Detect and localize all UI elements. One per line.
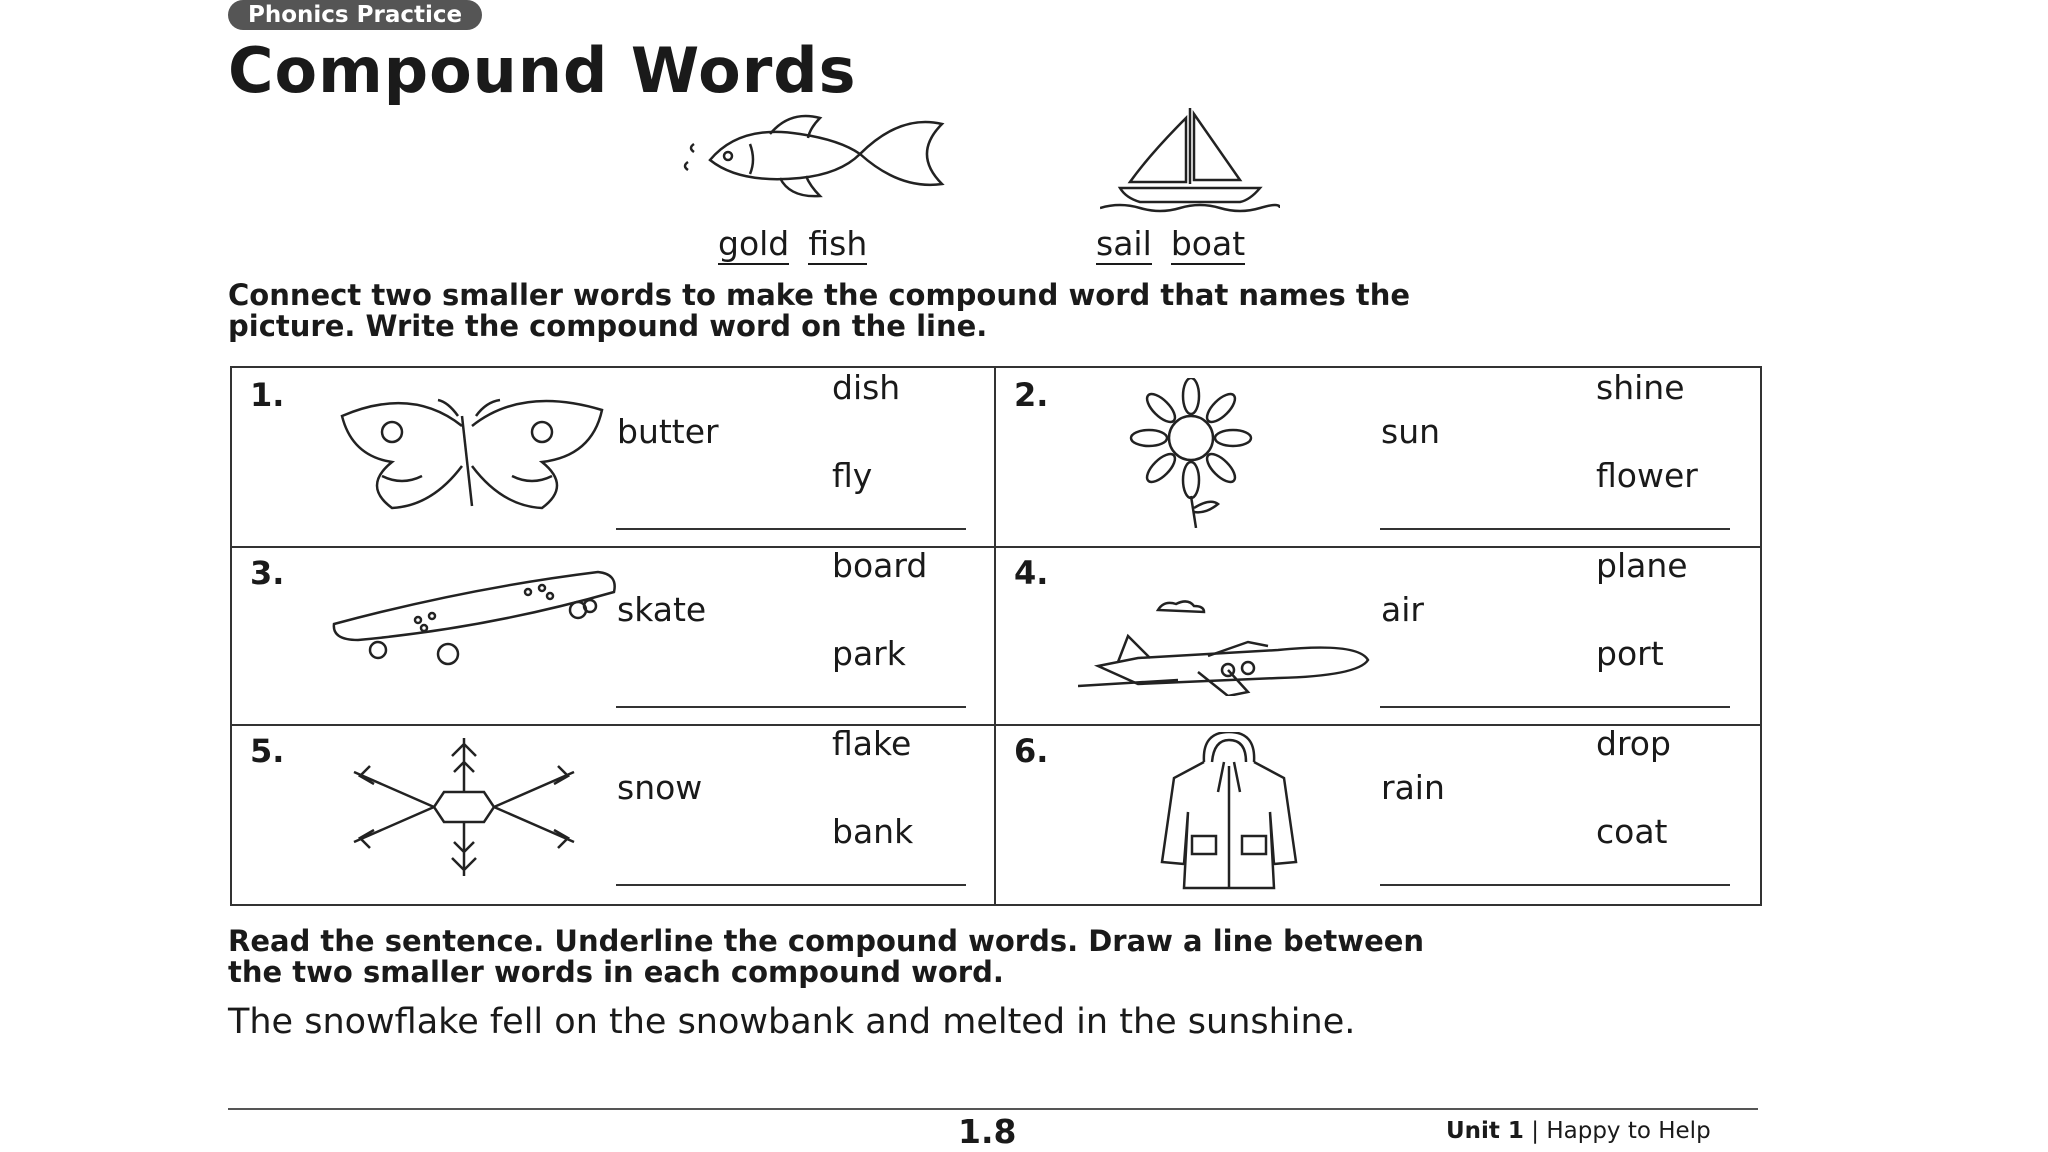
instructions-underline (228, 926, 1424, 988)
item-number: 2. (1014, 376, 1049, 414)
option-word[interactable]: flower (1596, 456, 1698, 495)
answer-line[interactable] (1380, 706, 1730, 708)
answer-line[interactable] (1380, 528, 1730, 530)
snowflake-icon (344, 732, 584, 882)
item-number: 5. (250, 732, 285, 770)
instruction-line: the two smaller words in each compound word. (228, 955, 1004, 989)
example-goldfish (718, 226, 867, 262)
option-word[interactable]: bank (832, 812, 914, 851)
instruction-line: Read the sentence. Underline the compound words. Draw a line between (228, 924, 1425, 958)
answer-line[interactable] (616, 884, 966, 886)
unit-number: Unit 1 (1446, 1118, 1524, 1144)
first-word: snow (617, 768, 703, 807)
first-word: air (1381, 590, 1424, 629)
option-word[interactable]: coat (1596, 812, 1668, 851)
instruction-line: Connect two smaller words to make the compound word that names the (228, 278, 1411, 312)
exercise-item-6 (996, 724, 1758, 902)
exercise-item-4 (996, 546, 1758, 724)
option-word[interactable]: dish (832, 368, 901, 407)
practice-sentence[interactable]: The snowflake fell on the snowbank and melted in the sunshine. (228, 1002, 1356, 1042)
butterfly-icon (322, 396, 612, 518)
example-part2: boat (1170, 224, 1246, 263)
answer-line[interactable] (616, 706, 966, 708)
footer-divider (228, 1108, 1758, 1110)
first-word: rain (1381, 768, 1445, 807)
instructions-connect (228, 280, 1410, 342)
answer-line[interactable] (616, 528, 966, 530)
raincoat-icon (1154, 732, 1304, 892)
exercise-grid (230, 366, 1762, 906)
item-number: 1. (250, 376, 285, 414)
option-word[interactable]: board (832, 546, 928, 585)
option-word[interactable]: fly (832, 456, 873, 495)
exercise-item-5 (232, 724, 994, 902)
goldfish-icon (680, 104, 950, 200)
item-number: 3. (250, 554, 285, 592)
option-word[interactable]: plane (1596, 546, 1688, 585)
sunflower-icon (1116, 378, 1266, 528)
example-part1: gold (718, 224, 790, 263)
unit-title: | Happy to Help (1523, 1118, 1711, 1144)
airplane-icon (1078, 596, 1378, 696)
page-title: Compound Words (228, 34, 857, 107)
sailboat-icon (1100, 104, 1280, 214)
answer-line[interactable] (1380, 884, 1730, 886)
option-word[interactable]: shine (1596, 368, 1685, 407)
exercise-item-1 (232, 368, 994, 546)
first-word: sun (1381, 412, 1441, 451)
option-word[interactable]: flake (832, 724, 912, 763)
skateboard-icon (328, 566, 618, 676)
exercise-item-3 (232, 546, 994, 724)
example-sailboat (1096, 226, 1245, 262)
example-part2: fish (808, 224, 868, 263)
first-word: butter (617, 412, 719, 451)
instruction-line: picture. Write the compound word on the line. (228, 309, 988, 343)
page-number: 1.8 (958, 1112, 1017, 1151)
option-word[interactable]: park (832, 634, 906, 673)
option-word[interactable]: port (1596, 634, 1664, 673)
option-word[interactable]: drop (1596, 724, 1671, 763)
example-part1: sail (1096, 224, 1152, 263)
exercise-item-2 (996, 368, 1758, 546)
first-word: skate (617, 590, 707, 629)
section-badge: Phonics Practice (228, 0, 482, 30)
item-number: 4. (1014, 554, 1049, 592)
unit-label (1446, 1118, 1711, 1144)
item-number: 6. (1014, 732, 1049, 770)
